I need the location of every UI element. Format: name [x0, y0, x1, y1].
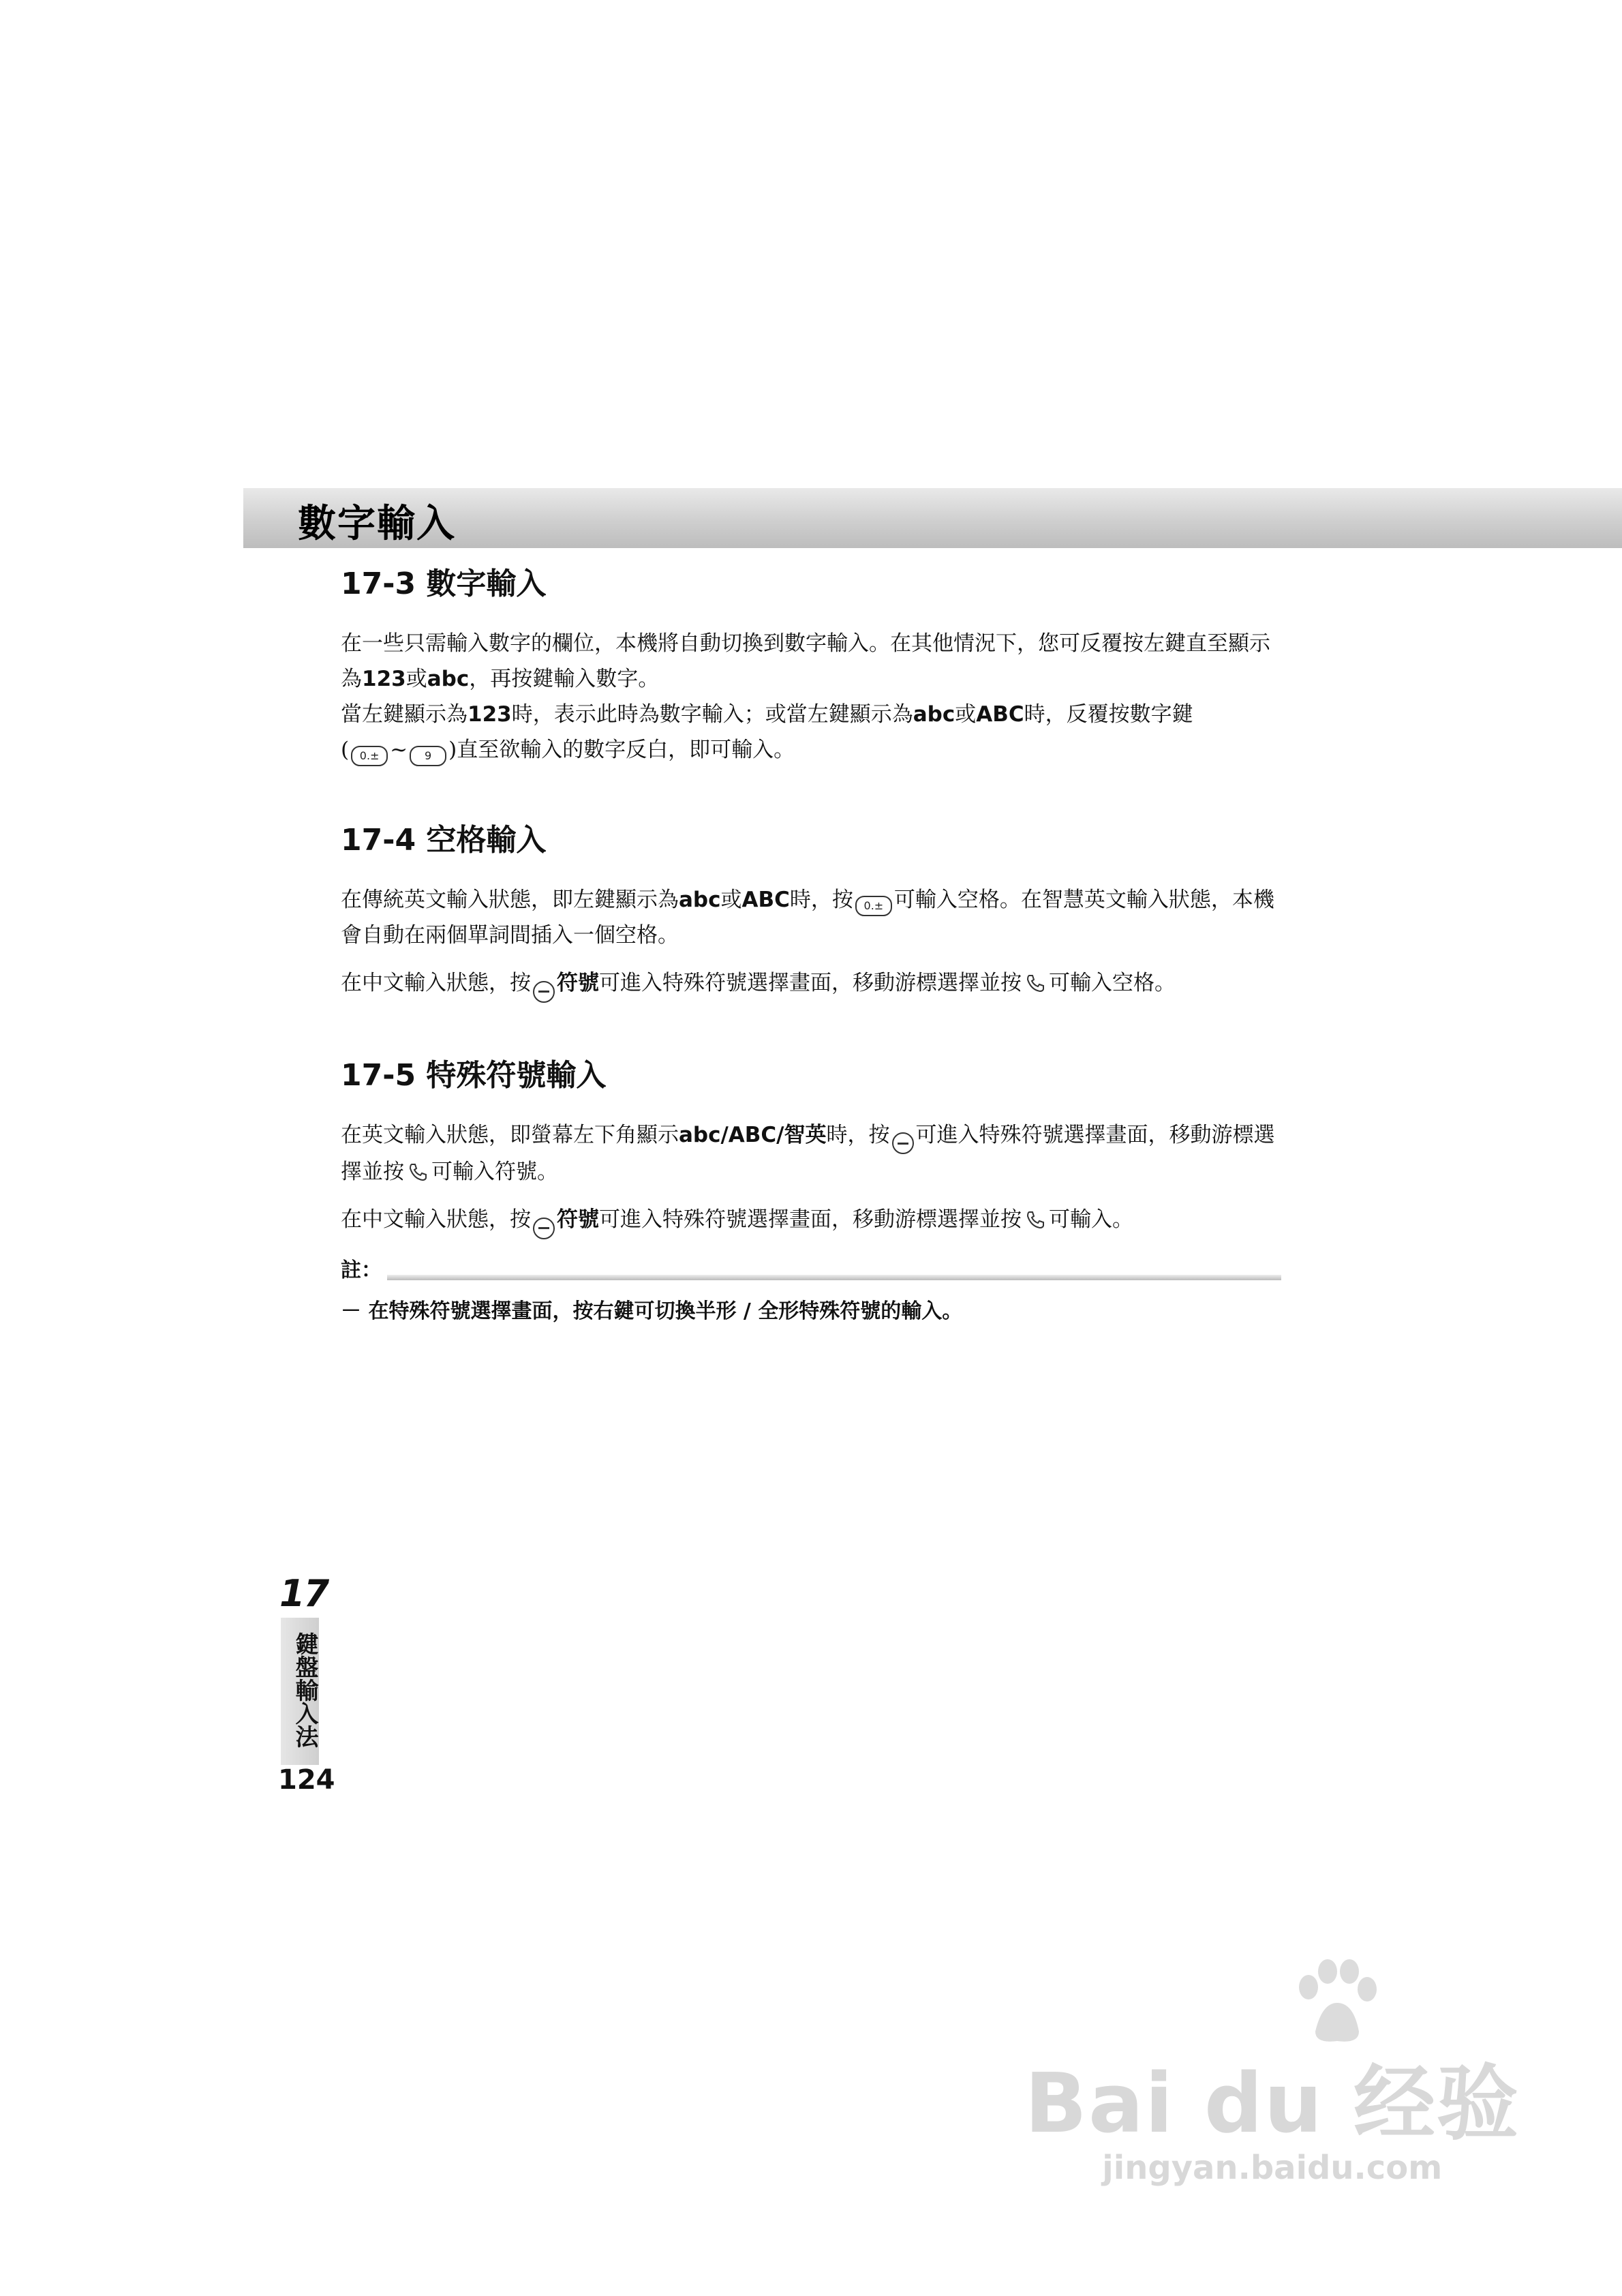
- text: )直至欲輸入的數字反白，即可輸入。: [448, 738, 795, 762]
- text: 時，表示此時為數字輸入；或當左鍵顯示為: [511, 702, 913, 727]
- text: 可進入特殊符號選擇畫面，移動游標選擇並按: [599, 1207, 1022, 1232]
- chapter-header-band: [243, 488, 1622, 548]
- paw-logo-icon: [1288, 1957, 1383, 2052]
- mode-label: 123: [362, 667, 406, 691]
- note-text: － 在特殊符號選擇畫面，按右鍵可切換半形 / 全形特殊符號的輸入。: [341, 1299, 963, 1323]
- chapter-title: 鍵盤輸入法: [281, 1618, 319, 1765]
- text: 時，反覆按數字鍵: [1024, 702, 1193, 727]
- text: 可進入特殊符號選擇畫面，移動游標選擇並按: [599, 971, 1022, 995]
- note-label: 註：: [341, 1258, 382, 1282]
- page-content: [341, 559, 1281, 1324]
- mode-label: abc: [427, 667, 470, 691]
- text: 或: [720, 888, 742, 912]
- mode-label: 123: [468, 702, 512, 727]
- call-key-icon: [1024, 1209, 1047, 1230]
- section-17-5: [341, 1051, 1281, 1239]
- star-key-icon: [892, 1132, 914, 1154]
- paragraph: [341, 1117, 1281, 1190]
- text: 當左鍵顯示為: [341, 702, 468, 727]
- text: 可進入特殊符號選擇畫面，移動游標選擇並按: [341, 1122, 1275, 1184]
- paragraph: [341, 1202, 1281, 1239]
- mode-label: abc/ABC/智英: [679, 1122, 827, 1147]
- watermark-brand: Bai du 经验: [1024, 2057, 1520, 2151]
- text: 為: [341, 667, 362, 691]
- section-17-4: [341, 815, 1281, 1003]
- text: 在中文輸入狀態，按: [341, 1207, 531, 1232]
- text: 可輸入。: [1049, 1207, 1133, 1232]
- paragraph: [341, 965, 1281, 1003]
- note-block: [341, 1253, 1281, 1324]
- chapter-side-tab: [279, 1572, 328, 1765]
- paragraph: [341, 697, 1281, 768]
- section-heading: 17-5 特殊符號輸入: [341, 1057, 607, 1093]
- key-0-icon: 0.±: [855, 896, 892, 916]
- mode-label: abc: [913, 702, 955, 727]
- key-9-icon: 9: [410, 746, 446, 766]
- text: 在中文輸入狀態，按: [341, 971, 531, 995]
- text: 可輸入空格。在智慧英文輸入狀態，本機會自動在兩個單詞間插入一個空格。: [341, 888, 1274, 948]
- mode-label: abc: [679, 888, 721, 912]
- mode-label: ABC: [976, 702, 1024, 727]
- chapter-header-title: 數字輸入: [298, 502, 456, 546]
- page-number: 124: [278, 1764, 335, 1796]
- mode-label: ABC: [741, 888, 790, 912]
- call-key-icon: [1024, 973, 1047, 993]
- text: 或: [406, 667, 427, 691]
- text: (: [341, 738, 350, 762]
- text: ，再按鍵輸入數字。: [469, 667, 660, 691]
- text: 或: [955, 702, 977, 727]
- symbol-label: 符號: [557, 971, 599, 995]
- paragraph: [341, 882, 1281, 953]
- minus-circle-key-icon: [533, 981, 555, 1003]
- text: 可輸入符號。: [431, 1160, 558, 1184]
- minus-circle-key-icon: [533, 1218, 555, 1239]
- note-divider: [387, 1275, 1281, 1280]
- text: 時，按: [789, 888, 853, 912]
- text: 可輸入空格。: [1049, 971, 1176, 995]
- watermark: [1025, 2038, 1520, 2187]
- watermark-url: jingyan.baidu.com: [1102, 2149, 1443, 2187]
- section-heading: 17-4 空格輸入: [341, 823, 547, 858]
- chapter-number: 17: [279, 1572, 328, 1615]
- section-17-3: [341, 559, 1281, 768]
- text: 在英文輸入狀態，即螢幕左下角顯示: [341, 1122, 679, 1147]
- paragraph: [341, 626, 1281, 697]
- section-heading: 17-3 數字輸入: [341, 567, 547, 601]
- text: 在傳統英文輸入狀態，即左鍵顯示為: [341, 888, 679, 912]
- text: 時，按: [826, 1122, 890, 1147]
- call-key-icon: [406, 1162, 429, 1182]
- symbol-label: 符號: [557, 1207, 599, 1232]
- text: 在一些只需輸入數字的欄位，本機將自動切換到數字輸入。在其他情況下，您可反覆按左鍵直至顯示: [341, 631, 1270, 656]
- text: ~: [390, 738, 408, 762]
- key-0-icon: 0.±: [351, 746, 388, 766]
